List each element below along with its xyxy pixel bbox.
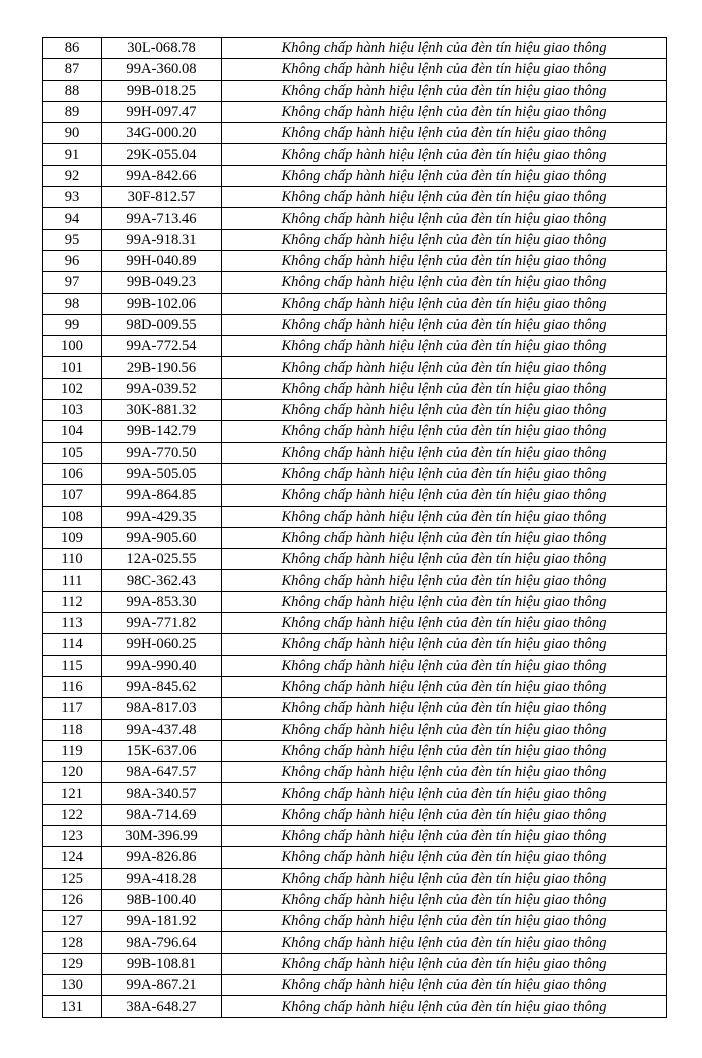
table-row: [43, 698, 667, 719]
license-plate: 99A-853.30: [102, 591, 222, 612]
violation-description: Không chấp hành hiệu lệnh của đèn tín hiệu giao thông: [222, 400, 667, 421]
row-number: 112: [43, 591, 102, 612]
violation-description: Không chấp hành hiệu lệnh của đèn tín hiệu giao thông: [222, 272, 667, 293]
license-plate: 99H-060.25: [102, 634, 222, 655]
row-number: 123: [43, 825, 102, 846]
license-plate: 30L-068.78: [102, 38, 222, 59]
violation-description: Không chấp hành hiệu lệnh của đèn tín hiệu giao thông: [222, 953, 667, 974]
row-number: 100: [43, 336, 102, 357]
license-plate: 99A-905.60: [102, 527, 222, 548]
license-plate: 99B-142.79: [102, 421, 222, 442]
table-row: [43, 676, 667, 697]
row-number: 101: [43, 357, 102, 378]
violation-description: Không chấp hành hiệu lệnh của đèn tín hiệu giao thông: [222, 485, 667, 506]
row-number: 96: [43, 250, 102, 271]
row-number: 105: [43, 442, 102, 463]
table-row: [43, 527, 667, 548]
table-row: [43, 442, 667, 463]
table-row: [43, 911, 667, 932]
violation-description: Không chấp hành hiệu lệnh của đèn tín hiệu giao thông: [222, 996, 667, 1017]
violation-description: Không chấp hành hiệu lệnh của đèn tín hiệu giao thông: [222, 804, 667, 825]
violation-description: Không chấp hành hiệu lệnh của đèn tín hiệu giao thông: [222, 634, 667, 655]
license-plate: 98A-647.57: [102, 762, 222, 783]
table-row: [43, 847, 667, 868]
violation-description: Không chấp hành hiệu lệnh của đèn tín hiệu giao thông: [222, 229, 667, 250]
row-number: 113: [43, 613, 102, 634]
row-number: 104: [43, 421, 102, 442]
table-row: [43, 506, 667, 527]
license-plate: 99A-713.46: [102, 208, 222, 229]
table-row: [43, 293, 667, 314]
row-number: 117: [43, 698, 102, 719]
license-plate: 99A-990.40: [102, 655, 222, 676]
row-number: 118: [43, 719, 102, 740]
row-number: 90: [43, 123, 102, 144]
violation-description: Không chấp hành hiệu lệnh của đèn tín hiệu giao thông: [222, 38, 667, 59]
table-row: [43, 187, 667, 208]
table-row: [43, 208, 667, 229]
license-plate: 99H-097.47: [102, 101, 222, 122]
license-plate: 99A-181.92: [102, 911, 222, 932]
table-row: [43, 825, 667, 846]
table-row: [43, 591, 667, 612]
license-plate: 99A-429.35: [102, 506, 222, 527]
violation-description: Không chấp hành hiệu lệnh của đèn tín hiệu giao thông: [222, 676, 667, 697]
table-row: [43, 272, 667, 293]
table-row: [43, 165, 667, 186]
license-plate: 98B-100.40: [102, 889, 222, 910]
violation-table: [42, 37, 667, 1018]
row-number: 116: [43, 676, 102, 697]
row-number: 124: [43, 847, 102, 868]
table-row: [43, 485, 667, 506]
row-number: 122: [43, 804, 102, 825]
row-number: 106: [43, 463, 102, 484]
license-plate: 99A-437.48: [102, 719, 222, 740]
violation-description: Không chấp hành hiệu lệnh của đèn tín hiệu giao thông: [222, 506, 667, 527]
violation-description: Không chấp hành hiệu lệnh của đèn tín hiệu giao thông: [222, 911, 667, 932]
violation-description: Không chấp hành hiệu lệnh của đèn tín hiệu giao thông: [222, 719, 667, 740]
license-plate: 30K-881.32: [102, 400, 222, 421]
row-number: 102: [43, 378, 102, 399]
table-row: [43, 889, 667, 910]
row-number: 97: [43, 272, 102, 293]
license-plate: 15K-637.06: [102, 740, 222, 761]
table-row: [43, 400, 667, 421]
table-row: [43, 613, 667, 634]
violation-description: Không chấp hành hiệu lệnh của đèn tín hiệu giao thông: [222, 613, 667, 634]
row-number: 125: [43, 868, 102, 889]
violation-table-body: [43, 38, 667, 1018]
row-number: 131: [43, 996, 102, 1017]
table-row: [43, 996, 667, 1017]
license-plate: 99A-867.21: [102, 975, 222, 996]
table-row: [43, 314, 667, 335]
violation-description: Không chấp hành hiệu lệnh của đèn tín hiệu giao thông: [222, 932, 667, 953]
violation-description: Không chấp hành hiệu lệnh của đèn tín hiệu giao thông: [222, 421, 667, 442]
license-plate: 99A-918.31: [102, 229, 222, 250]
license-plate: 30F-812.57: [102, 187, 222, 208]
table-row: [43, 740, 667, 761]
table-row: [43, 762, 667, 783]
table-row: [43, 570, 667, 591]
row-number: 111: [43, 570, 102, 591]
violation-description: Không chấp hành hiệu lệnh của đèn tín hiệu giao thông: [222, 293, 667, 314]
license-plate: 29B-190.56: [102, 357, 222, 378]
license-plate: 30M-396.99: [102, 825, 222, 846]
violation-description: Không chấp hành hiệu lệnh của đèn tín hiệu giao thông: [222, 847, 667, 868]
violation-description: Không chấp hành hiệu lệnh của đèn tín hiệu giao thông: [222, 165, 667, 186]
violation-description: Không chấp hành hiệu lệnh của đèn tín hiệu giao thông: [222, 463, 667, 484]
license-plate: 99A-842.66: [102, 165, 222, 186]
license-plate: 12A-025.55: [102, 549, 222, 570]
table-row: [43, 719, 667, 740]
table-row: [43, 357, 667, 378]
violation-description: Không chấp hành hiệu lệnh của đèn tín hiệu giao thông: [222, 144, 667, 165]
row-number: 120: [43, 762, 102, 783]
row-number: 107: [43, 485, 102, 506]
row-number: 115: [43, 655, 102, 676]
table-row: [43, 59, 667, 80]
violation-description: Không chấp hành hiệu lệnh của đèn tín hiệu giao thông: [222, 357, 667, 378]
table-row: [43, 123, 667, 144]
table-row: [43, 932, 667, 953]
license-plate: 99H-040.89: [102, 250, 222, 271]
license-plate: 38A-648.27: [102, 996, 222, 1017]
license-plate: 99B-018.25: [102, 80, 222, 101]
row-number: 91: [43, 144, 102, 165]
row-number: 88: [43, 80, 102, 101]
license-plate: 99A-505.05: [102, 463, 222, 484]
row-number: 92: [43, 165, 102, 186]
table-row: [43, 804, 667, 825]
license-plate: 98A-714.69: [102, 804, 222, 825]
license-plate: 34G-000.20: [102, 123, 222, 144]
row-number: 126: [43, 889, 102, 910]
table-row: [43, 250, 667, 271]
violation-description: Không chấp hành hiệu lệnh của đèn tín hiệu giao thông: [222, 314, 667, 335]
license-plate: 29K-055.04: [102, 144, 222, 165]
violation-description: Không chấp hành hiệu lệnh của đèn tín hiệu giao thông: [222, 59, 667, 80]
row-number: 128: [43, 932, 102, 953]
license-plate: 99B-108.81: [102, 953, 222, 974]
row-number: 93: [43, 187, 102, 208]
violation-description: Không chấp hành hiệu lệnh của đèn tín hiệu giao thông: [222, 591, 667, 612]
license-plate: 99B-102.06: [102, 293, 222, 314]
violation-description: Không chấp hành hiệu lệnh của đèn tín hiệu giao thông: [222, 527, 667, 548]
license-plate: 99A-845.62: [102, 676, 222, 697]
table-row: [43, 80, 667, 101]
row-number: 103: [43, 400, 102, 421]
table-row: [43, 229, 667, 250]
table-row: [43, 868, 667, 889]
row-number: 129: [43, 953, 102, 974]
violation-description: Không chấp hành hiệu lệnh của đèn tín hiệu giao thông: [222, 698, 667, 719]
violation-description: Không chấp hành hiệu lệnh của đèn tín hiệu giao thông: [222, 762, 667, 783]
table-row: [43, 38, 667, 59]
violation-description: Không chấp hành hiệu lệnh của đèn tín hiệu giao thông: [222, 101, 667, 122]
license-plate: 99A-772.54: [102, 336, 222, 357]
row-number: 127: [43, 911, 102, 932]
license-plate: 98A-796.64: [102, 932, 222, 953]
table-row: [43, 336, 667, 357]
violation-description: Không chấp hành hiệu lệnh của đèn tín hiệu giao thông: [222, 208, 667, 229]
table-row: [43, 378, 667, 399]
table-row: [43, 783, 667, 804]
violation-description: Không chấp hành hiệu lệnh của đèn tín hiệu giao thông: [222, 80, 667, 101]
license-plate: 99A-418.28: [102, 868, 222, 889]
violation-description: Không chấp hành hiệu lệnh của đèn tín hiệu giao thông: [222, 570, 667, 591]
table-row: [43, 421, 667, 442]
violation-description: Không chấp hành hiệu lệnh của đèn tín hiệu giao thông: [222, 975, 667, 996]
license-plate: 99A-770.50: [102, 442, 222, 463]
table-row: [43, 655, 667, 676]
violation-description: Không chấp hành hiệu lệnh của đèn tín hiệu giao thông: [222, 655, 667, 676]
row-number: 121: [43, 783, 102, 804]
violation-description: Không chấp hành hiệu lệnh của đèn tín hiệu giao thông: [222, 378, 667, 399]
table-row: [43, 549, 667, 570]
row-number: 89: [43, 101, 102, 122]
table-row: [43, 463, 667, 484]
license-plate: 98C-362.43: [102, 570, 222, 591]
row-number: 109: [43, 527, 102, 548]
row-number: 98: [43, 293, 102, 314]
row-number: 108: [43, 506, 102, 527]
violation-description: Không chấp hành hiệu lệnh của đèn tín hiệu giao thông: [222, 868, 667, 889]
violation-description: Không chấp hành hiệu lệnh của đèn tín hiệu giao thông: [222, 336, 667, 357]
license-plate: 99B-049.23: [102, 272, 222, 293]
row-number: 110: [43, 549, 102, 570]
violation-description: Không chấp hành hiệu lệnh của đèn tín hiệu giao thông: [222, 549, 667, 570]
license-plate: 99A-864.85: [102, 485, 222, 506]
violation-description: Không chấp hành hiệu lệnh của đèn tín hiệu giao thông: [222, 740, 667, 761]
row-number: 94: [43, 208, 102, 229]
row-number: 87: [43, 59, 102, 80]
table-row: [43, 634, 667, 655]
license-plate: 99A-826.86: [102, 847, 222, 868]
table-row: [43, 953, 667, 974]
violation-description: Không chấp hành hiệu lệnh của đèn tín hiệu giao thông: [222, 825, 667, 846]
row-number: 95: [43, 229, 102, 250]
violation-description: Không chấp hành hiệu lệnh của đèn tín hiệu giao thông: [222, 783, 667, 804]
violation-description: Không chấp hành hiệu lệnh của đèn tín hiệu giao thông: [222, 889, 667, 910]
row-number: 86: [43, 38, 102, 59]
license-plate: 98A-340.57: [102, 783, 222, 804]
violation-description: Không chấp hành hiệu lệnh của đèn tín hiệu giao thông: [222, 442, 667, 463]
row-number: 119: [43, 740, 102, 761]
table-row: [43, 101, 667, 122]
table-row: [43, 975, 667, 996]
row-number: 130: [43, 975, 102, 996]
license-plate: 99A-039.52: [102, 378, 222, 399]
license-plate: 98D-009.55: [102, 314, 222, 335]
violation-description: Không chấp hành hiệu lệnh của đèn tín hiệu giao thông: [222, 123, 667, 144]
license-plate: 98A-817.03: [102, 698, 222, 719]
violation-description: Không chấp hành hiệu lệnh của đèn tín hiệu giao thông: [222, 187, 667, 208]
row-number: 114: [43, 634, 102, 655]
row-number: 99: [43, 314, 102, 335]
license-plate: 99A-360.08: [102, 59, 222, 80]
license-plate: 99A-771.82: [102, 613, 222, 634]
violation-description: Không chấp hành hiệu lệnh của đèn tín hiệu giao thông: [222, 250, 667, 271]
table-row: [43, 144, 667, 165]
